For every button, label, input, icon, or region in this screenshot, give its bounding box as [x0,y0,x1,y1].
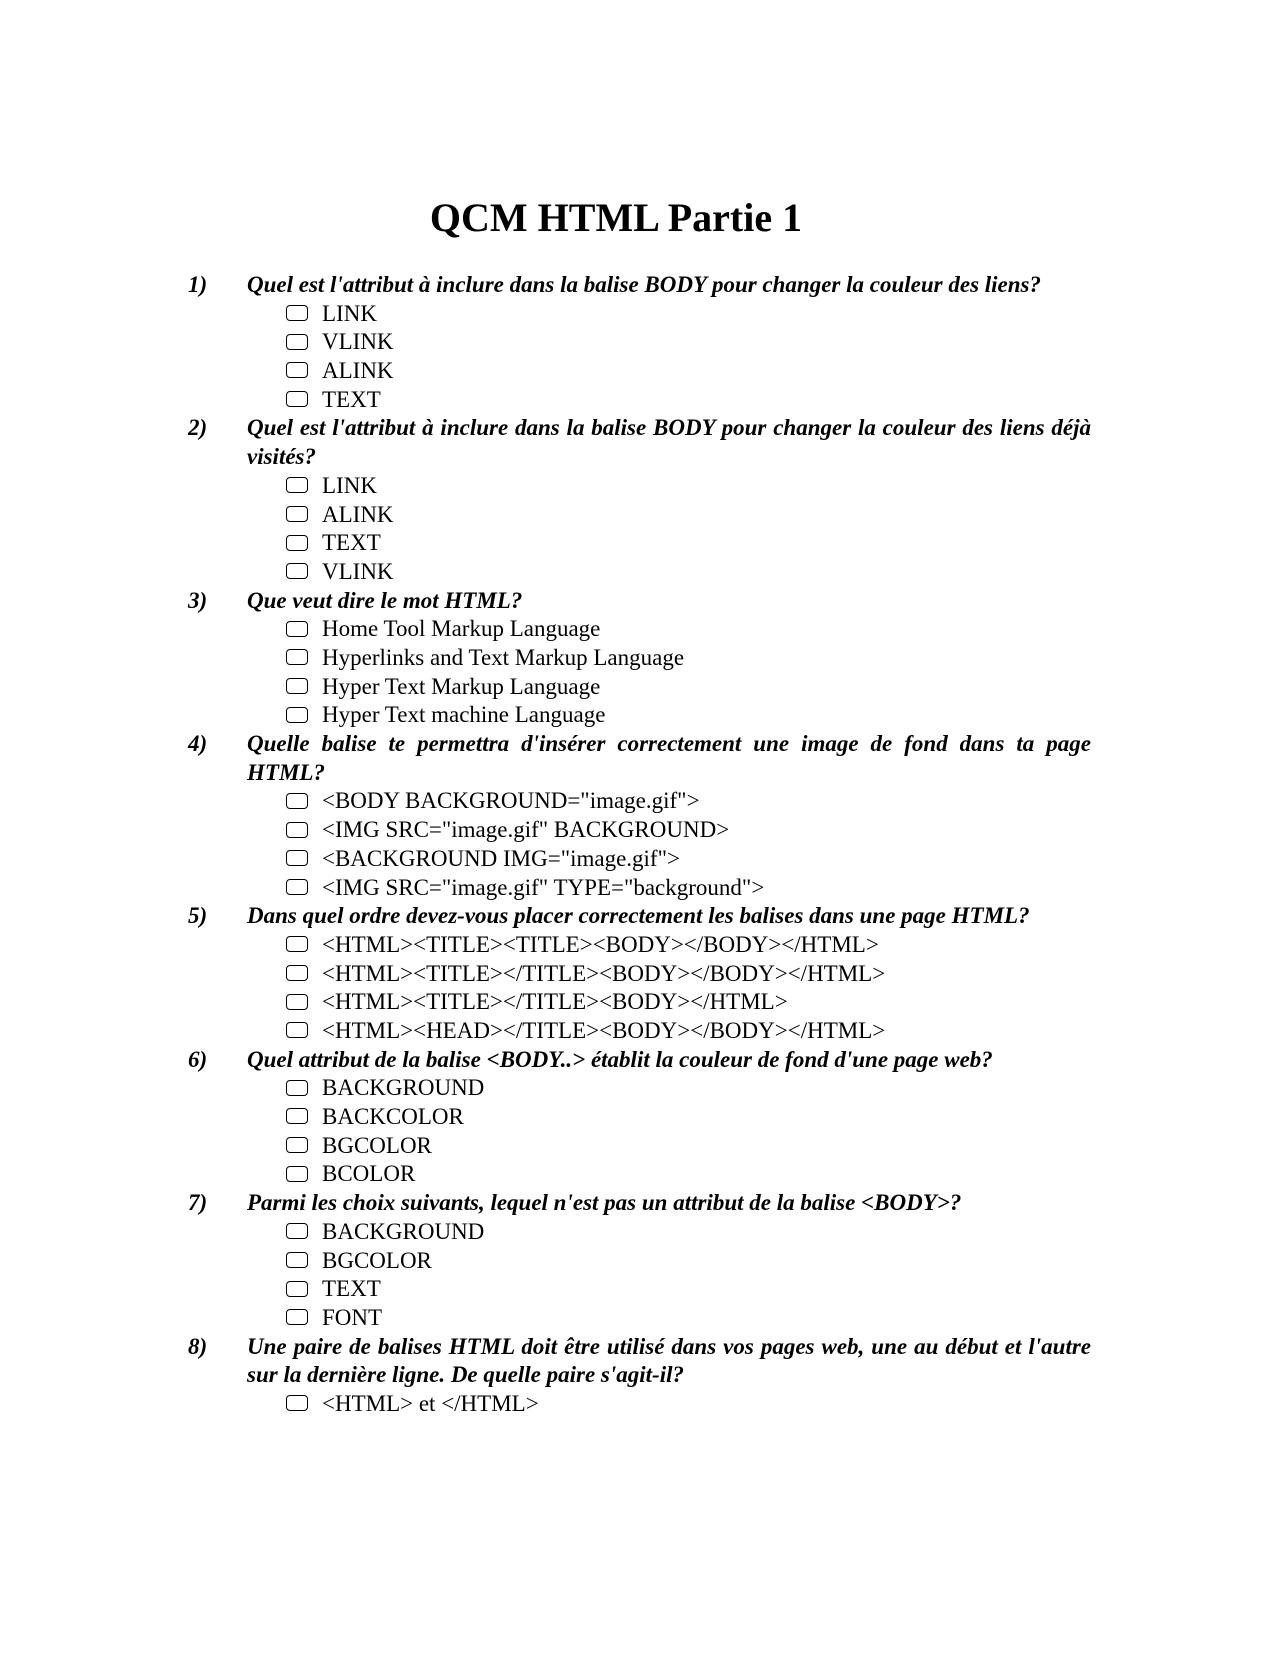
answer-option[interactable] [286,328,1280,357]
answer-checkbox[interactable] [286,305,308,321]
answer-option[interactable] [286,960,1280,989]
answer-option[interactable] [286,673,1280,702]
answer-checkbox[interactable] [286,994,308,1010]
answer-option[interactable] [286,1275,1280,1304]
answer-checkbox[interactable] [286,506,308,522]
answer-checkbox[interactable] [286,535,308,551]
answer-option-label: Hyper Text machine Language [322,702,606,728]
question-number: 8) [188,1333,208,1359]
answer-option[interactable] [286,529,1280,558]
answer-checkbox[interactable] [286,391,308,407]
answer-option-label: <IMG SRC="image.gif" BACKGROUND> [322,817,730,843]
answer-option[interactable] [286,1390,1280,1419]
question-text: Quelle balise te permettra d'insérer correctement une image de fond dans ta page HTML? [247,731,1091,785]
answer-checkbox[interactable] [286,1309,308,1325]
question-item [0,587,1280,730]
page-title: QCM HTML Partie 1 [429,195,803,240]
answer-checkbox[interactable] [286,1252,308,1268]
answer-option[interactable] [286,931,1280,960]
question-list [0,271,1280,1419]
answer-option[interactable] [286,1160,1280,1189]
answer-option-label: FONT [322,1304,383,1330]
answer-option-label: BACKGROUND [322,1075,485,1101]
answer-option[interactable] [286,300,1280,329]
answer-checkbox[interactable] [286,678,308,694]
answer-option[interactable] [286,874,1280,903]
question-number: 5) [188,903,208,929]
answer-option[interactable] [286,472,1280,501]
answer-options [286,300,1280,415]
question-item [0,1333,1280,1419]
answer-option-label: Hyperlinks and Text Markup Language [322,645,685,670]
answer-option[interactable] [286,845,1280,874]
answer-options [286,1218,1280,1333]
answer-option[interactable] [286,787,1280,816]
question-item [0,1189,1280,1332]
answer-checkbox[interactable] [286,621,308,637]
answer-option-label: <IMG SRC="image.gif" TYPE="background"> [322,874,765,900]
answer-option-label: <HTML><HEAD></TITLE><BODY></BODY></HTML> [322,1017,886,1043]
answer-option[interactable] [286,1304,1280,1333]
answer-checkbox[interactable] [286,563,308,579]
answer-checkbox[interactable] [286,1137,308,1153]
answer-option[interactable] [286,644,1280,673]
answer-option-label: LINK [322,472,377,498]
question-text: Dans quel ordre devez-vous placer correctement les balises dans une page HTML? [247,903,1030,929]
answer-checkbox[interactable] [286,477,308,493]
answer-options [286,931,1280,1046]
answer-checkbox[interactable] [286,1223,308,1239]
answer-option-label: LINK [322,300,377,326]
answer-options [286,615,1280,730]
answer-option-label: Hyper Text Markup Language [322,673,601,699]
answer-checkbox[interactable] [286,1166,308,1182]
answer-option-label: TEXT [322,530,381,556]
answer-option[interactable] [286,1103,1280,1132]
answer-option[interactable] [286,1074,1280,1103]
answer-option-label: Home Tool Markup Language [322,616,601,642]
answer-checkbox[interactable] [286,334,308,350]
answer-option[interactable] [286,357,1280,386]
question-text: Parmi les choix suivants, lequel n'est pas un attribut de la balise <BODY>? [247,1190,962,1216]
answer-option[interactable] [286,816,1280,845]
question-text: Une paire de balises HTML doit être utilisé dans vos pages web, une au début et l'autre sur la dernière ligne. De quelle paire s'agit-il? [247,1333,1091,1388]
answer-option[interactable] [286,386,1280,415]
question-number: 4) [188,731,208,757]
answer-checkbox[interactable] [286,793,308,809]
answer-option[interactable] [286,988,1280,1017]
answer-option[interactable] [286,701,1280,730]
answer-option[interactable] [286,501,1280,530]
question-number: 6) [188,1046,208,1072]
answer-checkbox[interactable] [286,1022,308,1038]
answer-options [286,472,1280,587]
answer-option[interactable] [286,558,1280,587]
answer-checkbox[interactable] [286,1395,308,1411]
answer-options [286,787,1280,902]
answer-option-label: BGCOLOR [322,1247,432,1273]
answer-option-label: <HTML><TITLE><TITLE><BODY></BODY></HTML> [322,931,879,957]
answer-option-label: <HTML><TITLE></TITLE><BODY></BODY></HTML> [322,960,886,986]
answer-checkbox[interactable] [286,822,308,838]
answer-checkbox[interactable] [286,1080,308,1096]
answer-option-label: <BACKGROUND IMG="image.gif"> [322,845,680,871]
answer-checkbox[interactable] [286,1281,308,1297]
question-text: Que veut dire le mot HTML? [247,587,523,613]
answer-option-label: BGCOLOR [322,1132,432,1158]
answer-options [286,1390,1280,1419]
answer-checkbox[interactable] [286,936,308,952]
question-text: Quel est l'attribut à inclure dans la balise BODY pour changer la couleur des liens? [247,272,1042,297]
answer-options [286,1074,1280,1189]
answer-checkbox[interactable] [286,1108,308,1124]
answer-option-label: ALINK [322,358,394,384]
answer-option[interactable] [286,1017,1280,1046]
answer-option-label: <BODY BACKGROUND="image.gif"> [322,788,700,814]
answer-option-label: VLINK [322,558,394,584]
answer-option-label: BCOLOR [322,1161,416,1187]
answer-checkbox[interactable] [286,879,308,895]
question-number: 1) [188,272,208,297]
question-item [0,902,1280,1045]
answer-option-label: BACKGROUND [322,1218,485,1244]
answer-option-label: VLINK [322,329,394,355]
answer-option[interactable] [286,1132,1280,1161]
answer-option-label: <HTML><TITLE></TITLE><BODY></HTML> [322,989,788,1015]
question-item [0,730,1280,902]
answer-option-label: ALINK [322,501,394,527]
answer-option-label: TEXT [322,1276,381,1302]
question-number: 2) [188,415,208,441]
question-number: 3) [188,587,208,613]
answer-checkbox[interactable] [286,707,308,723]
answer-checkbox[interactable] [286,649,308,665]
answer-option-label: BACKCOLOR [322,1104,464,1130]
question-text: Quel attribut de la balise <BODY..> établit la couleur de fond d'une page web? [247,1046,993,1072]
answer-option[interactable] [286,1218,1280,1247]
answer-option[interactable] [286,1247,1280,1276]
question-item [0,1046,1280,1189]
answer-checkbox[interactable] [286,965,308,981]
answer-option-label: TEXT [322,386,381,412]
answer-checkbox[interactable] [286,362,308,378]
answer-option[interactable] [286,615,1280,644]
answer-option-label: <HTML> et </HTML> [322,1390,539,1416]
question-item [0,414,1280,586]
answer-checkbox[interactable] [286,850,308,866]
question-text: Quel est l'attribut à inclure dans la balise BODY pour changer la couleur des liens déjà visités? [247,415,1091,470]
question-number: 7) [188,1190,208,1216]
question-item [0,271,1280,414]
